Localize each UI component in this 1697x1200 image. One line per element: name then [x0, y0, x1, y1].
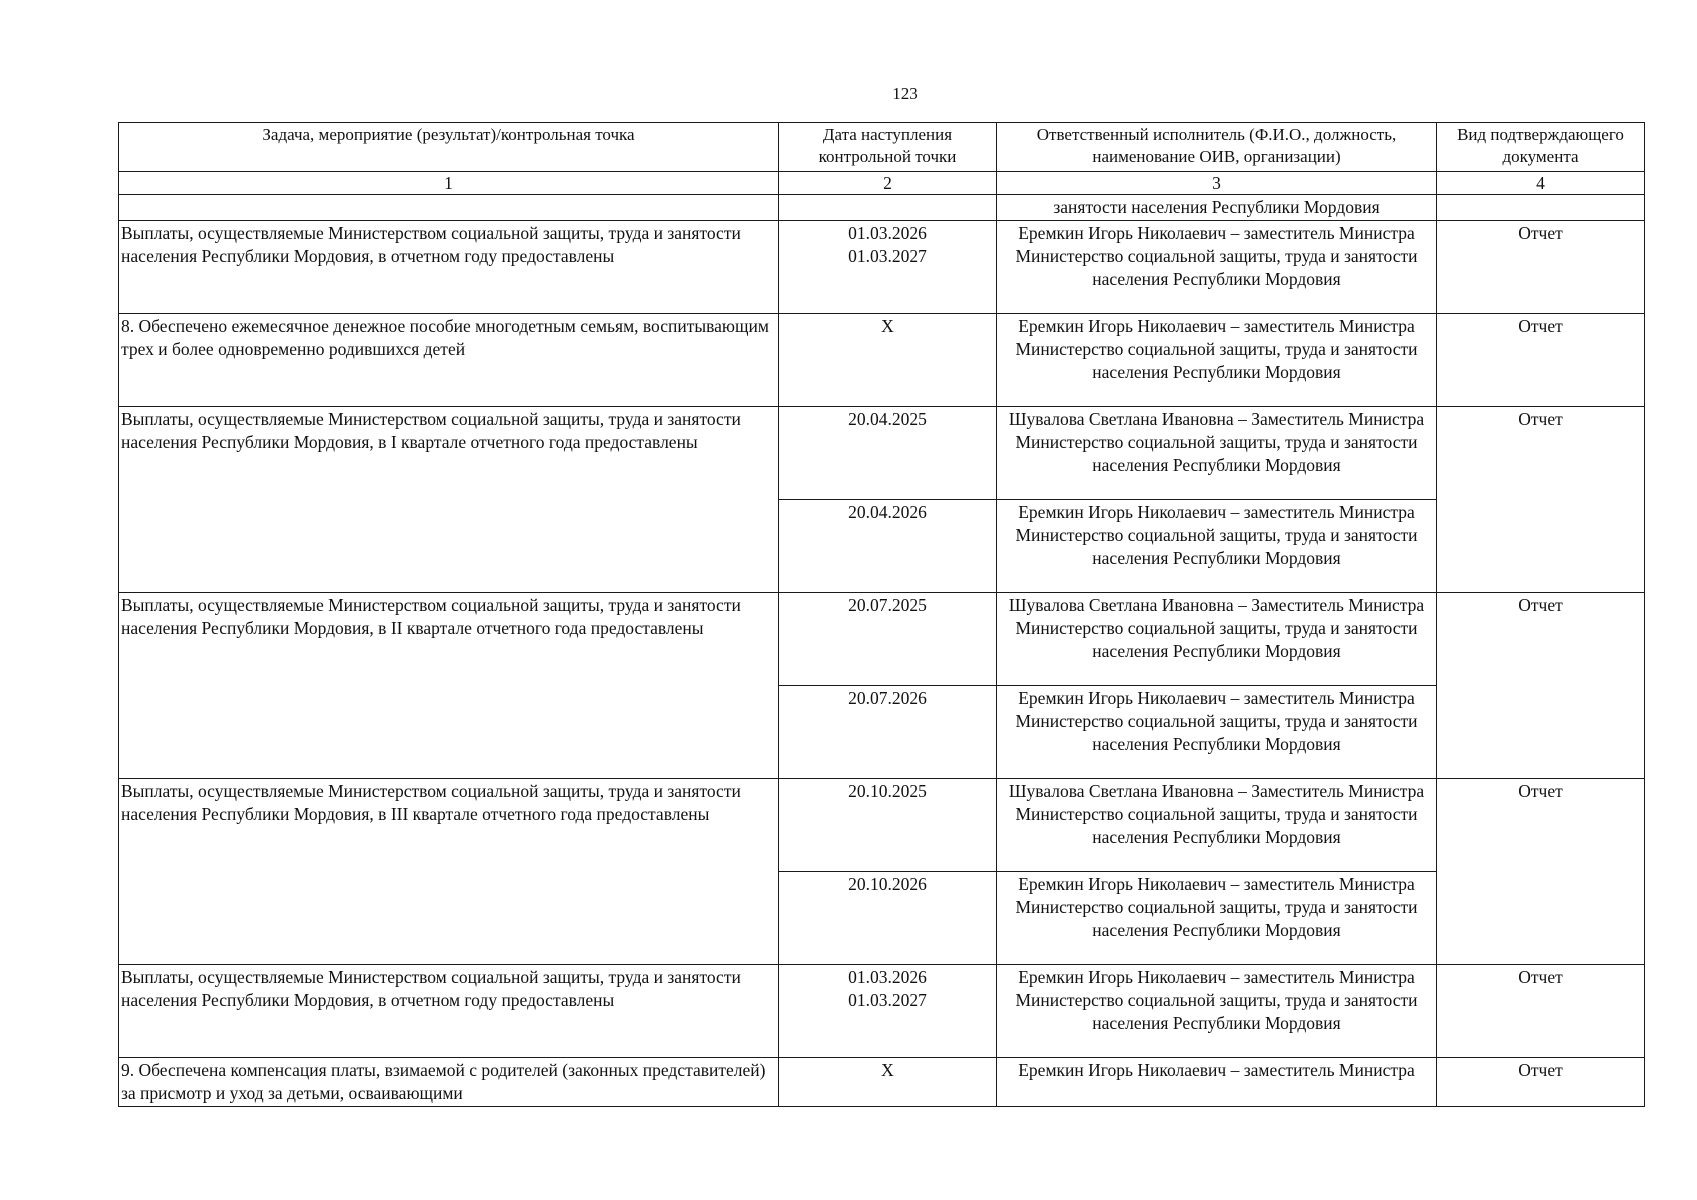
executor-org: Министерство социальной защиты, труда и занятости населения Республики Мордовия	[1015, 804, 1418, 847]
executor-name: Шувалова Светлана Ивановна – Заместитель Министра	[1008, 409, 1425, 429]
table-row	[119, 779, 1645, 872]
table-header-row	[119, 123, 1645, 172]
column-number-4: 4	[1437, 172, 1645, 195]
executor-cell	[997, 686, 1437, 779]
executor-cell	[997, 407, 1437, 500]
continuation-row	[119, 195, 1645, 221]
table-row	[119, 221, 1645, 314]
date-value: 01.03.2026	[848, 967, 927, 987]
table-row	[119, 1058, 1645, 1107]
date-cell	[779, 221, 997, 314]
continuation-task	[119, 195, 779, 221]
document-cell: Отчет	[1437, 407, 1645, 593]
continuation-document	[1437, 195, 1645, 221]
document-cell: Отчет	[1437, 593, 1645, 779]
document-cell: Отчет	[1437, 1058, 1645, 1107]
executor-cell	[997, 779, 1437, 872]
task-cell: Выплаты, осуществляемые Министерством социальной защиты, труда и занятости населения Республики Мордовия, в отчетном году предоставлены	[119, 965, 779, 1058]
table-row	[119, 593, 1645, 686]
executor-cell	[997, 221, 1437, 314]
executor-name: Еремкин Игорь Николаевич – заместитель Министра	[1018, 688, 1415, 708]
executor-cell	[997, 965, 1437, 1058]
task-cell: 9. Обеспечена компенсация платы, взимаемой с родителей (законных представителей) за присмотр и уход за детьми, осваивающими	[119, 1058, 779, 1107]
task-cell: Выплаты, осуществляемые Министерством социальной защиты, труда и занятости населения Республики Мордовия, в I квартале отчетного года предоставлены	[119, 407, 779, 593]
executor-org: Министерство социальной защиты, труда и занятости населения Республики Мордовия	[1015, 897, 1418, 940]
task-cell: Выплаты, осуществляемые Министерством социальной защиты, труда и занятости населения Республики Мордовия, в III квартале отчетного года предоставлены	[119, 779, 779, 965]
executor-org: Министерство социальной защиты, труда и занятости населения Республики Мордовия	[1015, 711, 1418, 754]
column-number-1: 1	[119, 172, 779, 195]
header-task: Задача, мероприятие (результат)/контрольная точка	[119, 123, 779, 172]
executor-cell	[997, 314, 1437, 407]
document-cell: Отчет	[1437, 779, 1645, 965]
executor-name: Еремкин Игорь Николаевич – заместитель Министра	[1018, 874, 1415, 894]
executor-name: Еремкин Игорь Николаевич – заместитель Министра	[1018, 316, 1415, 336]
date-value: 01.03.2027	[848, 246, 927, 266]
date-cell: 20.07.2025	[779, 593, 997, 686]
executor-name: Еремкин Игорь Николаевич – заместитель Министра	[1018, 223, 1415, 243]
executor-org: Министерство социальной защиты, труда и занятости населения Республики Мордовия	[1015, 525, 1418, 568]
header-executor: Ответственный исполнитель (Ф.И.О., должность, наименование ОИВ, организации)	[997, 123, 1437, 172]
continuation-executor: занятости населения Республики Мордовия	[997, 195, 1437, 221]
executor-org: Министерство социальной защиты, труда и занятости населения Республики Мордовия	[1015, 432, 1418, 475]
executor-cell	[997, 500, 1437, 593]
date-cell: 20.10.2026	[779, 872, 997, 965]
date-cell: 20.04.2025	[779, 407, 997, 500]
task-cell: 8. Обеспечено ежемесячное денежное пособие многодетным семьям, воспитывающим трех и более одновременно родившихся детей	[119, 314, 779, 407]
date-cell	[779, 965, 997, 1058]
page-number: 123	[892, 84, 918, 103]
task-cell: Выплаты, осуществляемые Министерством социальной защиты, труда и занятости населения Республики Мордовия, в II квартале отчетного года предоставлены	[119, 593, 779, 779]
executor-name: Шувалова Светлана Ивановна – Заместитель Министра	[1008, 595, 1425, 615]
executor-name: Еремкин Игорь Николаевич – заместитель Министра	[1018, 502, 1415, 522]
date-cell: 20.07.2026	[779, 686, 997, 779]
executor-org: Министерство социальной защиты, труда и занятости населения Республики Мордовия	[1015, 339, 1418, 382]
document-cell: Отчет	[1437, 965, 1645, 1058]
executor-name: Шувалова Светлана Ивановна – Заместитель Министра	[1008, 781, 1425, 801]
executor-cell	[997, 593, 1437, 686]
date-cell: 20.10.2025	[779, 779, 997, 872]
date-value: 01.03.2026	[848, 223, 927, 243]
column-number-row	[119, 172, 1645, 195]
date-cell: 20.04.2026	[779, 500, 997, 593]
continuation-date	[779, 195, 997, 221]
table-row	[119, 314, 1645, 407]
column-number-3: 3	[997, 172, 1437, 195]
document-cell: Отчет	[1437, 314, 1645, 407]
executor-org: Министерство социальной защиты, труда и занятости населения Республики Мордовия	[1015, 618, 1418, 661]
executor-org: Министерство социальной защиты, труда и занятости населения Республики Мордовия	[1015, 990, 1418, 1033]
document-cell: Отчет	[1437, 221, 1645, 314]
table-row	[119, 965, 1645, 1058]
executor-cell	[997, 1058, 1437, 1107]
header-document: Вид подтверждающего документа	[1437, 123, 1645, 172]
header-date: Дата наступления контрольной точки	[779, 123, 997, 172]
date-cell: X	[779, 1058, 997, 1107]
executor-cell	[997, 872, 1437, 965]
executor-name: Еремкин Игорь Николаевич – заместитель Министра	[1018, 967, 1415, 987]
executor-org: Министерство социальной защиты, труда и занятости населения Республики Мордовия	[1015, 246, 1418, 289]
executor-name: Еремкин Игорь Николаевич – заместитель Министра	[1018, 1060, 1415, 1080]
column-number-2: 2	[779, 172, 997, 195]
control-points-table	[118, 122, 1645, 1107]
date-value: 01.03.2027	[848, 990, 927, 1010]
task-cell: Выплаты, осуществляемые Министерством социальной защиты, труда и занятости населения Республики Мордовия, в отчетном году предоставлены	[119, 221, 779, 314]
date-cell: X	[779, 314, 997, 407]
table-row	[119, 407, 1645, 500]
